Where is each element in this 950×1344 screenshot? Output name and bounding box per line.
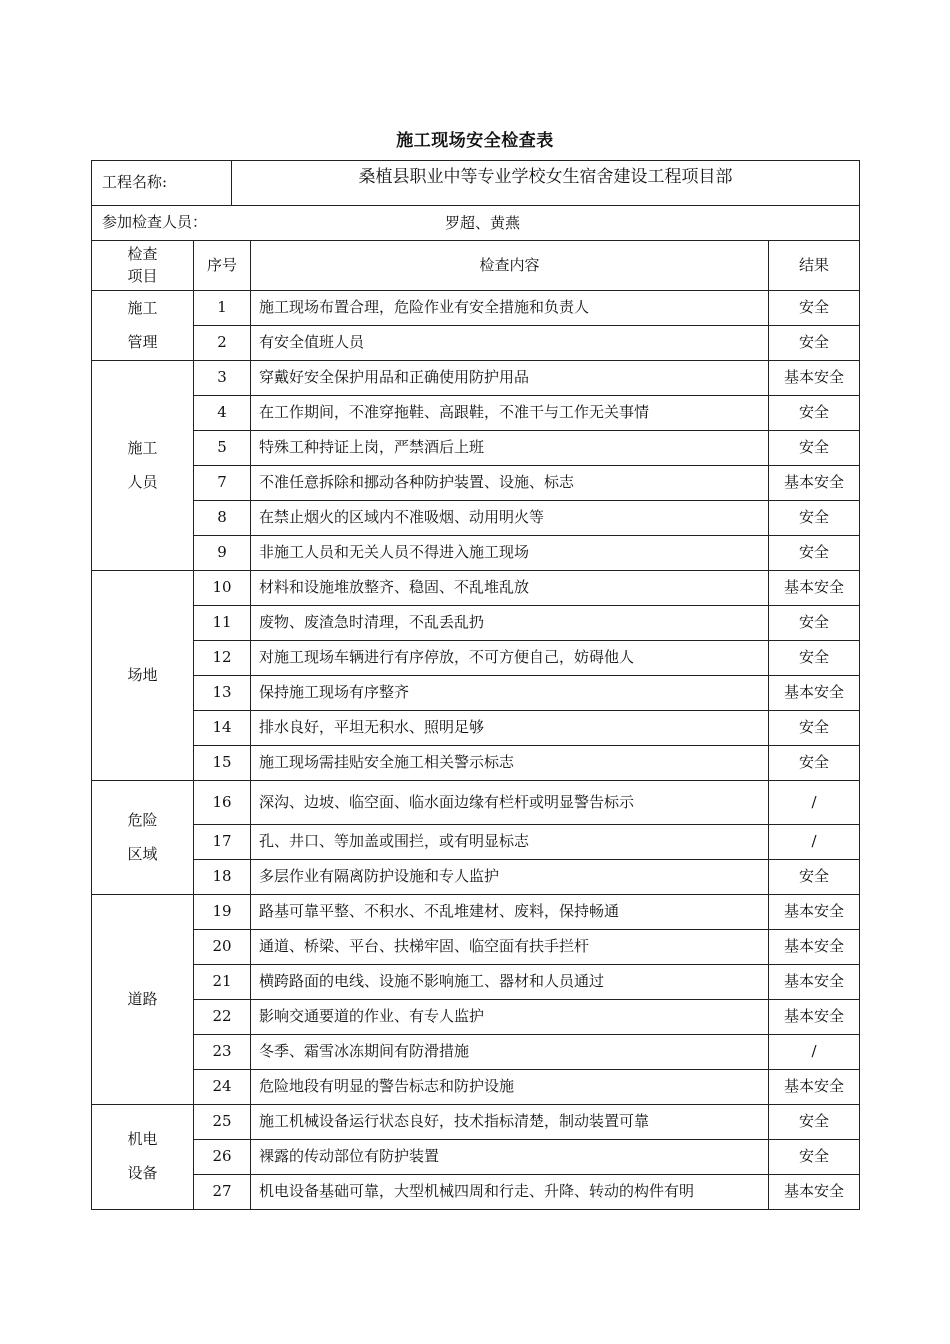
row-result: 安全 <box>769 711 860 746</box>
row-seq: 23 <box>194 1035 251 1070</box>
table-row <box>92 466 860 501</box>
row-seq: 12 <box>194 641 251 676</box>
table-row <box>92 1070 860 1105</box>
row-seq: 24 <box>194 1070 251 1105</box>
row-content: 材料和设施堆放整齐、稳固、不乱堆乱放 <box>251 571 769 606</box>
table-row <box>92 825 860 860</box>
row-result: 安全 <box>769 746 860 781</box>
table-row <box>92 781 860 825</box>
row-content: 多层作业有隔离防护设施和专人监护 <box>251 860 769 895</box>
row-result: 安全 <box>769 606 860 641</box>
row-seq: 26 <box>194 1140 251 1175</box>
table-row <box>92 676 860 711</box>
table-row <box>92 1175 860 1210</box>
table-row <box>92 536 860 571</box>
row-result: 安全 <box>769 396 860 431</box>
row-result: 基本安全 <box>769 1175 860 1210</box>
row-result: 安全 <box>769 641 860 676</box>
row-result: 基本安全 <box>769 1000 860 1035</box>
category-cell: 机电 设备 <box>92 1105 194 1210</box>
table-row <box>92 1000 860 1035</box>
row-result: 安全 <box>769 536 860 571</box>
row-content: 穿戴好安全保护用品和正确使用防护用品 <box>251 361 769 396</box>
project-name: 桑植县职业中等专业学校女生宿舍建设工程项目部 <box>232 161 860 206</box>
row-seq: 3 <box>194 361 251 396</box>
row-seq: 20 <box>194 930 251 965</box>
row-content: 机电设备基础可靠，大型机械四周和行走、升降、转动的构件有明 <box>251 1175 769 1210</box>
row-content: 裸露的传动部位有防护装置 <box>251 1140 769 1175</box>
header-content: 检查内容 <box>251 241 769 291</box>
row-content: 深沟、边坡、临空面、临水面边缘有栏杆或明显警告标示 <box>251 781 769 825</box>
category-cell: 道路 <box>92 895 194 1105</box>
row-content: 路基可靠平整、不积水、不乱堆建材、废料，保持畅通 <box>251 895 769 930</box>
row-seq: 8 <box>194 501 251 536</box>
row-seq: 7 <box>194 466 251 501</box>
row-seq: 25 <box>194 1105 251 1140</box>
row-result: 安全 <box>769 1105 860 1140</box>
row-content: 横跨路面的电线、设施不影响施工、器材和人员通过 <box>251 965 769 1000</box>
row-content: 对施工现场车辆进行有序停放，不可方便自己，妨碍他人 <box>251 641 769 676</box>
table-row <box>92 895 860 930</box>
row-seq: 27 <box>194 1175 251 1210</box>
table-row <box>92 326 860 361</box>
category-cell: 场地 <box>92 571 194 781</box>
row-seq: 21 <box>194 965 251 1000</box>
table-row <box>92 501 860 536</box>
row-content: 冬季、霜雪冰冻期间有防滑措施 <box>251 1035 769 1070</box>
table-row <box>92 711 860 746</box>
table-row <box>92 1140 860 1175</box>
row-result: 基本安全 <box>769 571 860 606</box>
row-seq: 5 <box>194 431 251 466</box>
row-result: 安全 <box>769 501 860 536</box>
row-seq: 2 <box>194 326 251 361</box>
row-seq: 14 <box>194 711 251 746</box>
table-row <box>92 1035 860 1070</box>
row-result: / <box>769 1035 860 1070</box>
row-content: 不准任意拆除和挪动各种防护装置、设施、标志 <box>251 466 769 501</box>
header-category: 检查 项目 <box>92 241 194 291</box>
row-result: 安全 <box>769 326 860 361</box>
row-content: 施工现场需挂贴安全施工相关警示标志 <box>251 746 769 781</box>
inspectors-row <box>92 206 860 241</box>
row-seq: 15 <box>194 746 251 781</box>
row-content: 施工机械设备运行状态良好，技术指标清楚，制动装置可靠 <box>251 1105 769 1140</box>
row-seq: 19 <box>194 895 251 930</box>
table-row <box>92 571 860 606</box>
inspectors-label: 参加检查人员： <box>102 213 208 232</box>
table-row <box>92 1105 860 1140</box>
inspection-table <box>91 160 860 1210</box>
table-row <box>92 606 860 641</box>
table-row <box>92 641 860 676</box>
header-result: 结果 <box>769 241 860 291</box>
row-result: 安全 <box>769 860 860 895</box>
row-content: 排水良好，平坦无积水、照明足够 <box>251 711 769 746</box>
table-row <box>92 860 860 895</box>
row-result: 基本安全 <box>769 895 860 930</box>
row-seq: 9 <box>194 536 251 571</box>
row-content: 通道、桥梁、平台、扶梯牢固、临空面有扶手拦杆 <box>251 930 769 965</box>
row-content: 危险地段有明显的警告标志和防护设施 <box>251 1070 769 1105</box>
table-row <box>92 396 860 431</box>
header-seq: 序号 <box>194 241 251 291</box>
row-content: 在禁止烟火的区域内不准吸烟、动用明火等 <box>251 501 769 536</box>
row-result: 基本安全 <box>769 676 860 711</box>
row-seq: 11 <box>194 606 251 641</box>
row-content: 在工作期间，不准穿拖鞋、高跟鞋，不准干与工作无关事情 <box>251 396 769 431</box>
row-result: 基本安全 <box>769 466 860 501</box>
category-cell: 危险 区域 <box>92 781 194 895</box>
row-content: 保持施工现场有序整齐 <box>251 676 769 711</box>
row-result: 安全 <box>769 1140 860 1175</box>
table-row <box>92 965 860 1000</box>
category-cell: 施工 管理 <box>92 291 194 361</box>
category-cell: 施工 人员 <box>92 361 194 571</box>
table-row <box>92 361 860 396</box>
table-row <box>92 431 860 466</box>
row-seq: 4 <box>194 396 251 431</box>
row-content: 孔、井口、等加盖或围拦，或有明显标志 <box>251 825 769 860</box>
row-seq: 10 <box>194 571 251 606</box>
project-row <box>92 161 860 206</box>
row-result: 基本安全 <box>769 965 860 1000</box>
row-content: 废物、废渣急时清理，不乱丢乱扔 <box>251 606 769 641</box>
table-row <box>92 291 860 326</box>
inspectors-value: 罗超、黄燕 <box>445 214 521 232</box>
header-row <box>92 241 860 291</box>
row-result: / <box>769 781 860 825</box>
table-row <box>92 930 860 965</box>
row-content: 非施工人员和无关人员不得进入施工现场 <box>251 536 769 571</box>
row-result: / <box>769 825 860 860</box>
row-content: 特殊工种持证上岗，严禁酒后上班 <box>251 431 769 466</box>
row-content: 施工现场布置合理，危险作业有安全措施和负责人 <box>251 291 769 326</box>
row-content: 有安全值班人员 <box>251 326 769 361</box>
row-result: 基本安全 <box>769 1070 860 1105</box>
row-seq: 17 <box>194 825 251 860</box>
row-seq: 13 <box>194 676 251 711</box>
row-result: 安全 <box>769 291 860 326</box>
table-row <box>92 746 860 781</box>
row-result: 安全 <box>769 431 860 466</box>
page-title: 施工现场安全检查表 <box>396 131 554 151</box>
row-seq: 18 <box>194 860 251 895</box>
row-result: 基本安全 <box>769 930 860 965</box>
row-result: 基本安全 <box>769 361 860 396</box>
row-seq: 1 <box>194 291 251 326</box>
row-seq: 16 <box>194 781 251 825</box>
project-label: 工程名称: <box>92 161 232 206</box>
row-content: 影响交通要道的作业、有专人监护 <box>251 1000 769 1035</box>
row-seq: 22 <box>194 1000 251 1035</box>
